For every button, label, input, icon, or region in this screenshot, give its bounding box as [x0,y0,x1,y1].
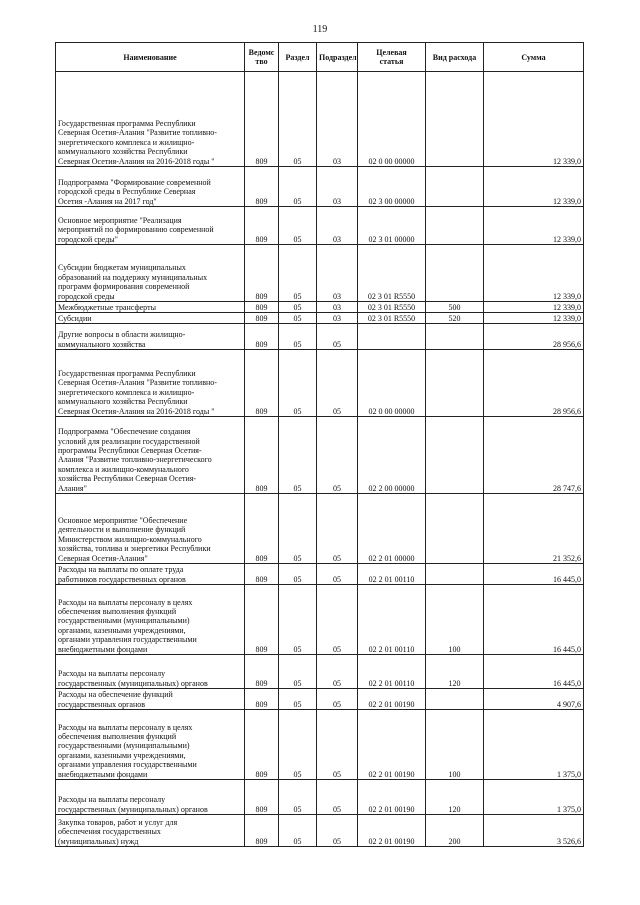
table-row [56,780,584,815]
row-celevaya: 02 3 01 R5550 [358,313,426,324]
row-ved: 809 [245,350,279,417]
row-celevaya: 02 2 01 00190 [358,689,426,710]
table-row [56,564,584,585]
row-celevaya: 02 2 01 00190 [358,780,426,815]
row-celevaya: 02 3 00 00000 [358,167,426,207]
row-razdel: 05 [279,72,317,167]
row-ved: 809 [245,655,279,689]
row-name: Основное мероприятие "Обеспечение деятельности и выполнение функций Министерством жилищно-коммунального хозяйства, топлива и энергетики Республики Северная Осетия-Алания" [56,494,245,564]
row-razdel: 05 [279,324,317,350]
header-podrazdel: Подраздел [317,43,358,72]
row-podrazdel: 03 [317,167,358,207]
row-razdel: 05 [279,564,317,585]
row-podrazdel: 03 [317,72,358,167]
row-name: Государственная программа Республики Северная Осетия-Алания "Развитие топливно- энергетического комплекса и жилищно- коммунального хозяйства Республики Северная Осетия-Алания на 2016-2018 годы " [56,72,245,167]
row-podrazdel: 05 [317,655,358,689]
row-vid [426,245,484,302]
row-razdel: 05 [279,313,317,324]
row-vid: 100 [426,585,484,655]
table-body [56,72,584,847]
row-podrazdel: 05 [317,780,358,815]
row-name: Расходы на выплаты персоналу в целях обеспечения выполнения функций государственными (муниципальными) органами, казенными учреждениями, органами управления государственными внебюджетными фондами [56,710,245,780]
row-celevaya [358,324,426,350]
row-celevaya: 02 3 01 00000 [358,207,426,245]
header-name: Наименование [56,43,245,72]
table-row [56,655,584,689]
row-ved: 809 [245,313,279,324]
row-razdel: 05 [279,167,317,207]
row-razdel: 05 [279,780,317,815]
table-row [56,494,584,564]
table-row [56,585,584,655]
row-razdel: 05 [279,207,317,245]
row-celevaya: 02 3 01 R5550 [358,302,426,313]
row-summa: 12 339,0 [484,302,584,313]
table-row [56,207,584,245]
row-summa: 16 445,0 [484,655,584,689]
row-podrazdel: 05 [317,710,358,780]
row-podrazdel: 03 [317,313,358,324]
row-celevaya: 02 0 00 00000 [358,72,426,167]
row-celevaya: 02 3 01 R5550 [358,245,426,302]
row-podrazdel: 05 [317,324,358,350]
row-ved: 809 [245,72,279,167]
row-ved: 809 [245,207,279,245]
row-celevaya: 02 0 00 00000 [358,350,426,417]
row-razdel: 05 [279,689,317,710]
row-podrazdel: 05 [317,417,358,494]
row-name: Основное мероприятие "Реализация мероприятий по формированию современной городской среды" [56,207,245,245]
row-name: Субсидии [56,313,245,324]
row-ved: 809 [245,780,279,815]
row-summa: 1 375,0 [484,710,584,780]
row-celevaya: 02 2 01 00110 [358,585,426,655]
row-vid [426,494,484,564]
table-row [56,245,584,302]
row-name: Расходы на выплаты персоналу государственных (муниципальных) органов [56,655,245,689]
row-summa: 16 445,0 [484,564,584,585]
row-summa: 12 339,0 [484,245,584,302]
row-ved: 809 [245,417,279,494]
row-razdel: 05 [279,350,317,417]
row-vid [426,417,484,494]
row-ved: 809 [245,585,279,655]
row-name: Расходы на выплаты по оплате труда работников государственных органов [56,564,245,585]
row-razdel: 05 [279,710,317,780]
row-ved: 809 [245,494,279,564]
row-name: Расходы на выплаты персоналу в целях обеспечения выполнения функций государственными (муниципальными) органами, казенными учреждениями, органами управления государственными внебюджетными фондами [56,585,245,655]
page-number: 119 [312,24,328,35]
row-name: Межбюджетные трансферты [56,302,245,313]
row-razdel: 05 [279,417,317,494]
row-razdel: 05 [279,815,317,847]
row-vid [426,689,484,710]
row-celevaya: 02 2 01 00110 [358,564,426,585]
header-ved: Ведомс тво [245,43,279,72]
table-row [56,72,584,167]
header-vid: Вид расхода [426,43,484,72]
table-row [56,815,584,847]
row-summa: 16 445,0 [484,585,584,655]
row-summa: 3 526,6 [484,815,584,847]
row-razdel: 05 [279,655,317,689]
table-row [56,350,584,417]
row-celevaya: 02 2 01 00190 [358,710,426,780]
row-summa: 12 339,0 [484,72,584,167]
header-row [56,43,584,72]
row-vid: 100 [426,710,484,780]
header-celevaya: Целевая статья [358,43,426,72]
row-vid [426,324,484,350]
row-summa: 28 956,6 [484,350,584,417]
row-celevaya: 02 2 00 00000 [358,417,426,494]
row-vid [426,167,484,207]
row-summa: 12 339,0 [484,207,584,245]
row-name: Другие вопросы в области жилищно- коммунального хозяйства [56,324,245,350]
table-row [56,313,584,324]
row-summa: 21 352,6 [484,494,584,564]
row-razdel: 05 [279,245,317,302]
row-summa: 28 747,6 [484,417,584,494]
row-summa: 28 956,6 [484,324,584,350]
row-razdel: 05 [279,585,317,655]
row-vid: 120 [426,655,484,689]
row-ved: 809 [245,167,279,207]
header-summa: Сумма [484,43,584,72]
row-vid: 200 [426,815,484,847]
table-row [56,324,584,350]
table-row [56,689,584,710]
row-razdel: 05 [279,494,317,564]
table-row [56,302,584,313]
row-vid [426,72,484,167]
row-name: Государственная программа Республики Северная Осетия-Алания "Развитие топливно- энергетического комплекса и жилищно- коммунального хозяйства Республики Северная Осетия-Алания на 2016-2018 годы " [56,350,245,417]
row-celevaya: 02 2 01 00110 [358,655,426,689]
table-row [56,710,584,780]
row-summa: 4 907,6 [484,689,584,710]
row-razdel: 05 [279,302,317,313]
header-razdel: Раздел [279,43,317,72]
row-vid [426,207,484,245]
row-ved: 809 [245,245,279,302]
row-name: Подпрограмма "Обеспечение создания условий для реализации государственной программы Республики Северная Осетия- Алания "Развитие топливно-энергетического комплекса и жилищно-коммунального хозяйства Республики Северная Осетия- Алания" [56,417,245,494]
table-row [56,417,584,494]
budget-table [55,42,584,847]
row-podrazdel: 05 [317,350,358,417]
row-summa: 1 375,0 [484,780,584,815]
row-ved: 809 [245,815,279,847]
row-summa: 12 339,0 [484,167,584,207]
row-ved: 809 [245,689,279,710]
row-podrazdel: 05 [317,585,358,655]
row-name: Закупка товаров, работ и услуг для обеспечения государственных (муниципальных) нужд [56,815,245,847]
row-ved: 809 [245,324,279,350]
row-vid: 500 [426,302,484,313]
row-podrazdel: 03 [317,245,358,302]
row-vid: 120 [426,780,484,815]
row-ved: 809 [245,564,279,585]
row-podrazdel: 05 [317,494,358,564]
row-celevaya: 02 2 01 00190 [358,815,426,847]
row-podrazdel: 03 [317,302,358,313]
row-vid [426,350,484,417]
row-vid: 520 [426,313,484,324]
row-ved: 809 [245,710,279,780]
row-vid [426,564,484,585]
row-celevaya: 02 2 01 00000 [358,494,426,564]
row-podrazdel: 05 [317,815,358,847]
row-ved: 809 [245,302,279,313]
row-podrazdel: 05 [317,689,358,710]
row-podrazdel: 03 [317,207,358,245]
row-name: Подпрограмма "Формирование современной городской среды в Республике Северная Осетия -Алания на 2017 год" [56,167,245,207]
row-name: Субсидии бюджетам муниципальных образований на поддержку муниципальных программ формирования современной городской среды [56,245,245,302]
row-podrazdel: 05 [317,564,358,585]
row-name: Расходы на обеспечение функций государственных органов [56,689,245,710]
table-row [56,167,584,207]
row-summa: 12 339,0 [484,313,584,324]
row-name: Расходы на выплаты персоналу государственных (муниципальных) органов [56,780,245,815]
